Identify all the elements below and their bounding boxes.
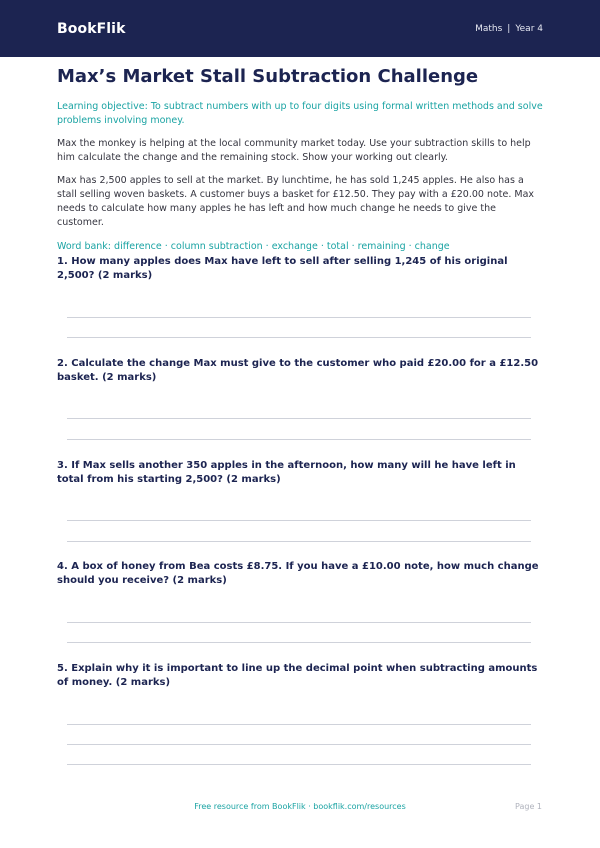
answer-line[interactable] [67,520,531,521]
page-header [0,0,600,57]
word-bank: Word bank: difference · column subtraction · exchange · total · remaining · change [57,241,450,252]
question-4: 4. A box of honey from Bea costs £8.75. If you have a £10.00 note, how much change should you receive? (2 marks) [57,561,539,586]
header-meta [475,24,543,34]
answer-line[interactable] [67,724,531,725]
learning-objective: Learning objective: To subtract numbers with up to four digits using formal written methods and solve problems involving money. [57,101,543,126]
meta-separator: | [507,23,511,34]
answer-line[interactable] [67,541,531,542]
footer-resource-link[interactable]: Free resource from BookFlik · bookflik.com/resources [194,802,406,811]
answer-line[interactable] [67,418,531,419]
question-2: 2. Calculate the change Max must give to the customer who paid £20.00 for a £12.50 basket. (2 marks) [57,358,539,383]
year-label: Year 4 [515,23,543,34]
answer-line[interactable] [67,317,531,318]
scenario-paragraph: Max has 2,500 apples to sell at the market. By lunchtime, he has sold 1,245 apples. He also has a stall selling woven baskets. A customer buys a basket for £12.50. They pay with a £20.00 note. Max needs to calculate how many apples he has left and how much change he needs to give the customer. [57,175,535,228]
answer-line[interactable] [67,744,531,745]
question-1: 1. How many apples does Max have left to sell after selling 1,245 of his original 2,500? (2 marks) [57,256,508,281]
answer-line[interactable] [67,439,531,440]
answer-line[interactable] [67,622,531,623]
page-title: Max’s Market Stall Subtraction Challenge [57,66,479,87]
answer-line[interactable] [67,337,531,338]
worksheet-intro [57,66,544,254]
page-number: Page 1 [515,802,542,811]
brand-logo: BookFlik [57,20,126,37]
intro-paragraph: Max the monkey is helping at the local community market today. Use your subtraction skills to help him calculate the change and the remaining stock. Show your working out clearly. [57,138,531,163]
answer-line[interactable] [67,764,531,765]
answer-line[interactable] [67,642,531,643]
question-5: 5. Explain why it is important to line up the decimal point when subtracting amounts of money. (2 marks) [57,663,538,688]
subject-label: Maths [475,23,503,34]
question-3: 3. If Max sells another 350 apples in the afternoon, how many will he have left in total from his starting 2,500? (2 marks) [57,460,516,485]
